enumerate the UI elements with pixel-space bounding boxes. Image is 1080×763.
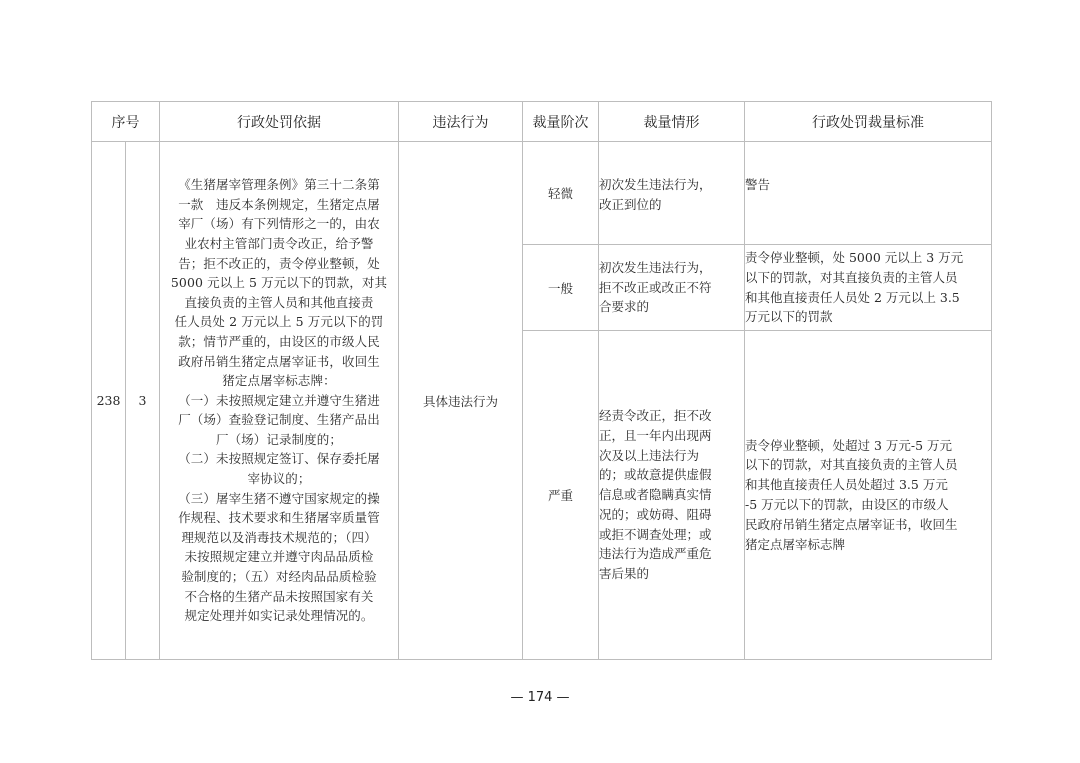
text-line: 猪定点屠宰标志牌 [745, 536, 846, 552]
text-line: 次及以上违法行为 [599, 447, 700, 463]
text-line: 改正到位的 [599, 196, 662, 212]
situation-general-text [599, 258, 744, 317]
situation-light [599, 142, 745, 245]
level-light: 轻微 [523, 142, 599, 245]
level-serious: 严重 [523, 331, 599, 660]
basis-line: 政府吊销生猪定点屠宰证书，收回生 [178, 353, 380, 369]
basis-line: 业农村主管部门责令改正，给予警 [184, 235, 374, 251]
penalty-basis-cell [160, 142, 399, 660]
table-header-row [92, 102, 992, 142]
table-row-light [92, 142, 992, 245]
basis-line: 款；情节严重的，由设区的市级人民 [178, 333, 380, 349]
basis-line: 猪定点屠宰标志牌： [222, 373, 336, 389]
header-seq: 序号 [92, 102, 160, 142]
text-line: 况的；或妨碍、阻碍 [599, 506, 712, 522]
behavior-cell: 具体违法行为 [399, 142, 523, 660]
text-line: 责令停业整顿，处 5000 元以上 3 万元 [745, 249, 964, 265]
situation-general [599, 245, 745, 331]
text-line: 和其他直接责任人员处超过 3.5 万元 [745, 477, 948, 493]
header-standard: 行政处罚裁量标准 [745, 102, 992, 142]
header-basis: 行政处罚依据 [160, 102, 399, 142]
basis-line: 任人员处 2 万元以上 5 万元以下的罚 [174, 314, 384, 330]
basis-line: 规定处理并如实记录处理情况的。 [184, 608, 374, 624]
row-sub-number: 3 [126, 142, 160, 660]
basis-line: 不合格的生猪产品未按照国家有关 [184, 588, 374, 604]
header-behavior: 违法行为 [399, 102, 523, 142]
basis-line: 作规程、技术要求和生猪屠宰质量管 [178, 510, 380, 526]
basis-line: （一）未按照规定建立并遵守生猪进 [178, 392, 380, 408]
basis-line: 《生猪屠宰管理条例》第三十二条第 [178, 177, 380, 193]
text-line: 以下的罚款，对其直接负责的主管人员 [745, 457, 958, 473]
basis-line: 直接负责的主管人员和其他直接责 [184, 294, 374, 310]
header-situation: 裁量情形 [599, 102, 745, 142]
standard-serious [745, 331, 992, 660]
text-line: 害后果的 [599, 566, 650, 582]
text-line: 责令停业整顿，处超过 3 万元-5 万元 [745, 437, 953, 453]
basis-line: 未按照规定建立并遵守肉品品质检 [184, 549, 374, 565]
text-line: 民政府吊销生猪定点屠宰证书，收回生 [745, 516, 958, 532]
basis-line: （三）屠宰生猪不遵守国家规定的操 [178, 490, 380, 506]
text-line: 的；或故意提供虚假 [599, 467, 712, 483]
text-line: 以下的罚款，对其直接负责的主管人员 [745, 269, 958, 285]
basis-line: 宰协议的； [247, 471, 311, 487]
basis-line: （二）未按照规定签订、保存委托屠 [178, 451, 380, 467]
situation-serious-text [599, 406, 744, 584]
text-line: 初次发生违法行为， [599, 177, 712, 192]
situation-light-text [599, 175, 744, 215]
row-number: 238 [92, 142, 126, 660]
basis-line: 一款 违反本条例规定，生猪定点屠 [178, 196, 380, 212]
basis-line: 宰厂（场）有下列情形之一的，由农 [178, 216, 380, 232]
text-line: 初次发生违法行为， [599, 259, 712, 275]
standard-general [745, 245, 992, 331]
text-line: 合要求的 [599, 299, 650, 315]
situation-serious [599, 331, 745, 660]
standard-light [745, 142, 992, 245]
text-line: 和其他直接责任人员处 2 万元以上 3.5 [745, 289, 960, 305]
standard-serious-text [745, 436, 991, 555]
basis-line: 5000 元以上 5 万元以下的罚款，对其 [170, 275, 388, 291]
penalty-basis-text [160, 175, 398, 626]
basis-line: 验制度的；（五）对经肉品品质检验 [181, 569, 377, 585]
page-number: — 174 — [510, 690, 570, 705]
standard-light-text [745, 175, 991, 195]
header-level: 裁量阶次 [523, 102, 599, 142]
basis-line: 告；拒不改正的，责令停业整顿，处 [178, 255, 380, 271]
text-line: 万元以下的罚款 [745, 309, 833, 325]
basis-line: 厂（场）查验登记制度、生猪产品出 [178, 412, 380, 428]
text-line: 违法行为造成严重危 [599, 546, 712, 562]
text-line: -5 万元以下的罚款，由设区的市级人 [745, 497, 949, 512]
text-line: 经责令改正，拒不改 [599, 407, 712, 423]
standard-general-text [745, 248, 991, 327]
text-line: 拒不改正或改正不符 [599, 279, 712, 295]
text-line: 警告 [745, 177, 771, 192]
penalty-table [91, 101, 992, 660]
level-general: 一般 [523, 245, 599, 331]
basis-line: 厂（场）记录制度的； [215, 431, 342, 447]
text-line: 正，且一年内出现两 [599, 427, 712, 443]
text-line: 信息或者隐瞒真实情 [599, 487, 712, 503]
basis-line: 理规范以及消毒技术规范的；（四） [181, 529, 377, 545]
text-line: 或拒不调查处理；或 [599, 526, 712, 542]
